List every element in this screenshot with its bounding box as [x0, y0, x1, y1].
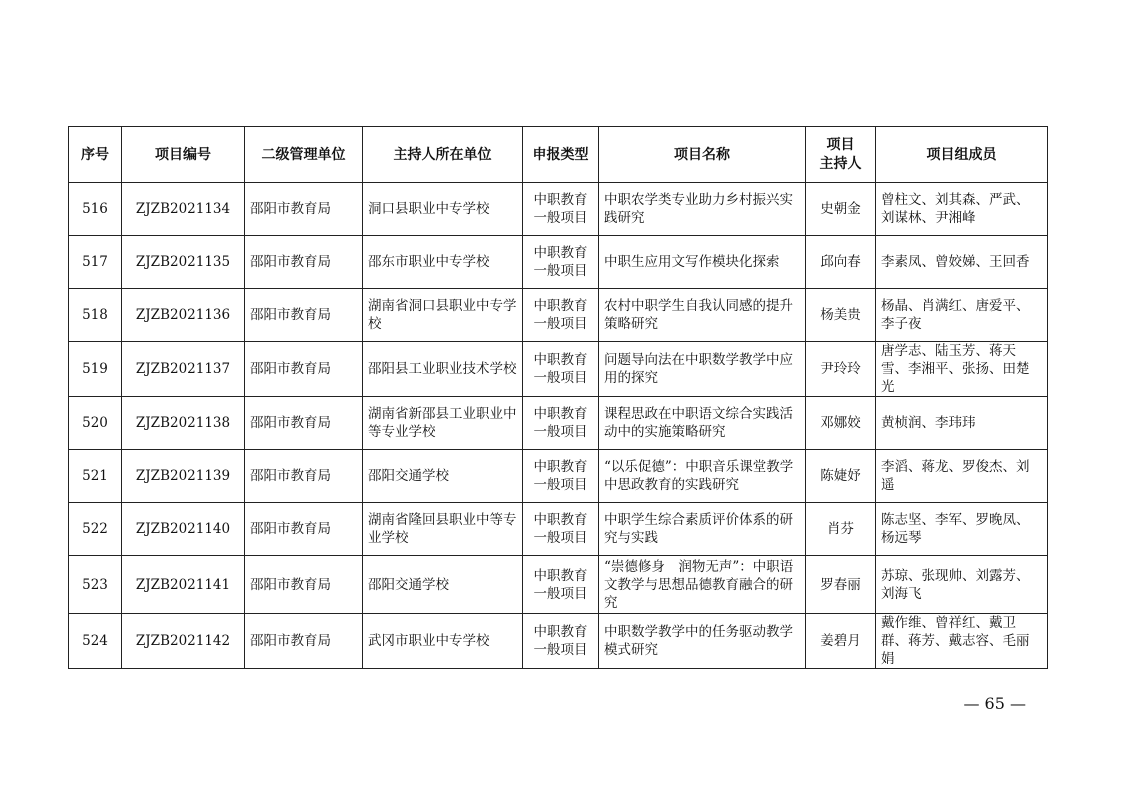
- host-unit: 湖南省洞口县职业中专学校: [363, 289, 523, 342]
- project-code: ZJZB2021134: [122, 183, 245, 236]
- table-row: [69, 503, 1048, 556]
- table-row: [69, 289, 1048, 342]
- project-members: 李滔、蒋龙、罗俊杰、刘遥: [876, 450, 1048, 503]
- project-table: [68, 126, 1048, 669]
- row-number: 517: [69, 236, 122, 289]
- project-host: 杨美贵: [806, 289, 876, 342]
- table-row: [69, 183, 1048, 236]
- admin-unit: 邵阳市教育局: [245, 450, 363, 503]
- project-code: ZJZB2021139: [122, 450, 245, 503]
- application-type: 中职教育 一般项目: [523, 342, 599, 397]
- header-admin-unit: 二级管理单位: [245, 127, 363, 183]
- project-title: 农村中职学生自我认同感的提升策略研究: [599, 289, 806, 342]
- row-number: 516: [69, 183, 122, 236]
- admin-unit: 邵阳市教育局: [245, 236, 363, 289]
- table-row: [69, 614, 1048, 669]
- admin-unit: 邵阳市教育局: [245, 503, 363, 556]
- application-type: 中职教育 一般项目: [523, 183, 599, 236]
- admin-unit: 邵阳市教育局: [245, 614, 363, 669]
- row-number: 520: [69, 397, 122, 450]
- project-host: 罗春丽: [806, 556, 876, 614]
- application-type: 中职教育 一般项目: [523, 614, 599, 669]
- application-type: 中职教育 一般项目: [523, 397, 599, 450]
- row-number: 519: [69, 342, 122, 397]
- project-code: ZJZB2021140: [122, 503, 245, 556]
- host-unit: 湖南省新邵县工业职业中等专业学校: [363, 397, 523, 450]
- admin-unit: 邵阳市教育局: [245, 556, 363, 614]
- application-type: 中职教育 一般项目: [523, 503, 599, 556]
- host-unit: 湖南省隆回县职业中等专业学校: [363, 503, 523, 556]
- project-code: ZJZB2021141: [122, 556, 245, 614]
- host-unit: 邵东市职业中专学校: [363, 236, 523, 289]
- row-number: 523: [69, 556, 122, 614]
- row-number: 524: [69, 614, 122, 669]
- project-members: 黄桢润、李玮玮: [876, 397, 1048, 450]
- row-number: 522: [69, 503, 122, 556]
- application-type: 中职教育 一般项目: [523, 289, 599, 342]
- host-unit: 武冈市职业中专学校: [363, 614, 523, 669]
- row-number: 518: [69, 289, 122, 342]
- project-host: 陈婕妤: [806, 450, 876, 503]
- project-host: 邓娜姣: [806, 397, 876, 450]
- table-row: [69, 342, 1048, 397]
- project-code: ZJZB2021142: [122, 614, 245, 669]
- application-type: 中职教育 一般项目: [523, 556, 599, 614]
- page-number: — 65 —: [963, 694, 1026, 713]
- application-type: 中职教育 一般项目: [523, 236, 599, 289]
- admin-unit: 邵阳市教育局: [245, 397, 363, 450]
- project-title: 中职农学类专业助力乡村振兴实践研究: [599, 183, 806, 236]
- header-row: [69, 127, 1048, 183]
- project-code: ZJZB2021138: [122, 397, 245, 450]
- host-unit: 邵阳县工业职业技术学校: [363, 342, 523, 397]
- project-members: 曾柱文、刘其森、严武、刘谋林、尹湘峰: [876, 183, 1048, 236]
- header-host-unit: 主持人所在单位: [363, 127, 523, 183]
- row-number: 521: [69, 450, 122, 503]
- project-title: 中职数学教学中的任务驱动教学模式研究: [599, 614, 806, 669]
- table-row: [69, 450, 1048, 503]
- header-code: 项目编号: [122, 127, 245, 183]
- admin-unit: 邵阳市教育局: [245, 342, 363, 397]
- project-members: 戴作维、曾祥红、戴卫群、蒋芳、戴志容、毛丽娟: [876, 614, 1048, 669]
- admin-unit: 邵阳市教育局: [245, 289, 363, 342]
- project-code: ZJZB2021135: [122, 236, 245, 289]
- admin-unit: 邵阳市教育局: [245, 183, 363, 236]
- project-title: 课程思政在中职语文综合实践活动中的实施策略研究: [599, 397, 806, 450]
- table-row: [69, 236, 1048, 289]
- project-host: 肖芬: [806, 503, 876, 556]
- project-title: 问题导向法在中职数学教学中应用的探究: [599, 342, 806, 397]
- header-type: 申报类型: [523, 127, 599, 183]
- project-title: 中职学生综合素质评价体系的研究与实践: [599, 503, 806, 556]
- project-members: 陈志坚、李军、罗晚凤、杨远琴: [876, 503, 1048, 556]
- header-host: 项目 主持人: [806, 127, 876, 183]
- header-no: 序号: [69, 127, 122, 183]
- project-code: ZJZB2021136: [122, 289, 245, 342]
- header-title: 项目名称: [599, 127, 806, 183]
- project-code: ZJZB2021137: [122, 342, 245, 397]
- host-unit: 洞口县职业中专学校: [363, 183, 523, 236]
- project-title: “崇德修身 润物无声”：中职语文教学与思想品德教育融合的研究: [599, 556, 806, 614]
- host-unit: 邵阳交通学校: [363, 556, 523, 614]
- project-title: “以乐促德”：中职音乐课堂教学中思政教育的实践研究: [599, 450, 806, 503]
- project-members: 李素凤、曾姣娣、王回香: [876, 236, 1048, 289]
- header-members: 项目组成员: [876, 127, 1048, 183]
- project-title: 中职生应用文写作模块化探索: [599, 236, 806, 289]
- project-host: 邱向春: [806, 236, 876, 289]
- project-host: 史朝金: [806, 183, 876, 236]
- project-host: 尹玲玲: [806, 342, 876, 397]
- application-type: 中职教育 一般项目: [523, 450, 599, 503]
- table-row: [69, 397, 1048, 450]
- project-members: 唐学志、陆玉芳、蒋天雪、李湘平、张扬、田楚光: [876, 342, 1048, 397]
- project-members: 苏琼、张现帅、刘露芳、刘海飞: [876, 556, 1048, 614]
- table-row: [69, 556, 1048, 614]
- project-members: 杨晶、肖满红、唐爱平、李子夜: [876, 289, 1048, 342]
- host-unit: 邵阳交通学校: [363, 450, 523, 503]
- project-host: 姜碧月: [806, 614, 876, 669]
